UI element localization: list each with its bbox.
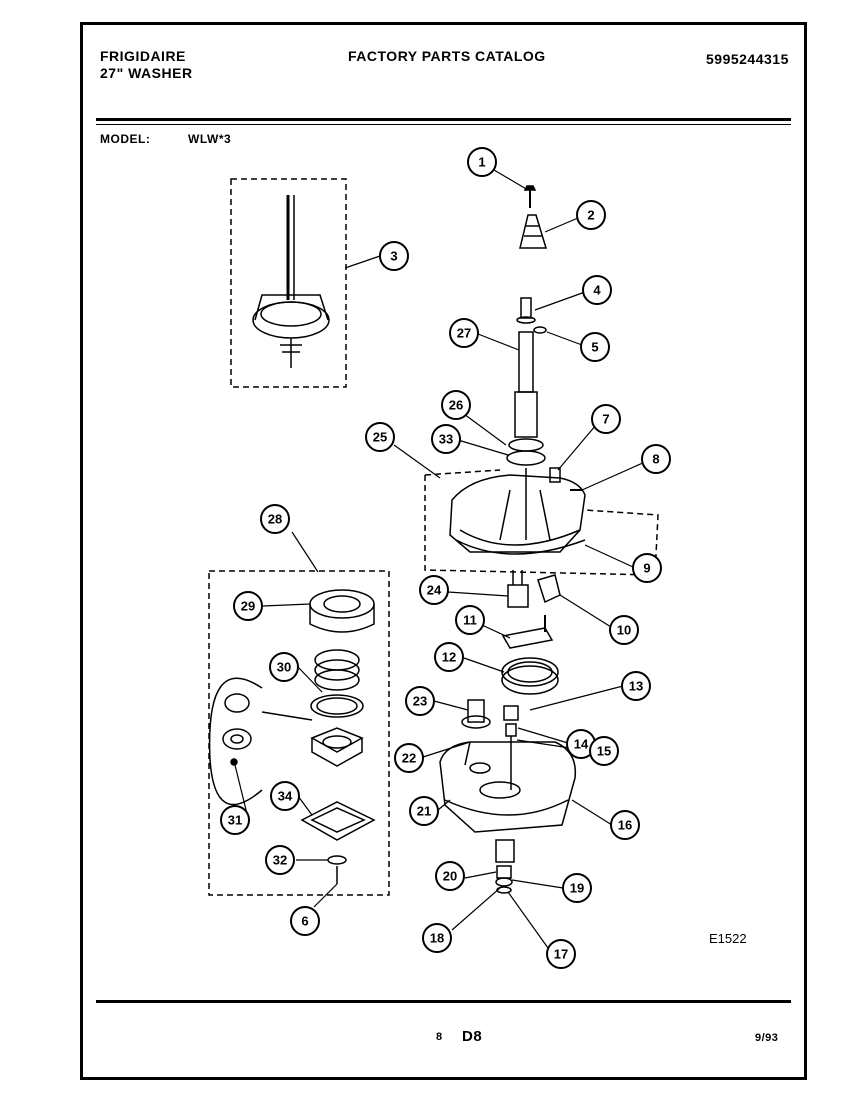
- assembly-box-28: [209, 571, 389, 895]
- part-24-pinion: [508, 585, 528, 607]
- callout-label: 33: [438, 431, 454, 447]
- model-label: MODEL:: [100, 132, 151, 146]
- catalog-title: FACTORY PARTS CATALOG: [348, 48, 546, 64]
- catalog-number: 5995244315: [706, 51, 789, 67]
- callout-label: 31: [227, 812, 243, 828]
- callout-label: 2: [587, 207, 595, 223]
- part-14-washer: [506, 724, 516, 736]
- callout-label: 14: [573, 736, 589, 752]
- callout-label: 30: [276, 659, 292, 675]
- callout-label: 7: [602, 411, 610, 427]
- callout-label: 32: [272, 852, 288, 868]
- callout-label: 5: [591, 339, 599, 355]
- callout-label: 1: [478, 154, 486, 170]
- product-name: 27" WASHER: [100, 65, 193, 81]
- callout-label: 27: [456, 325, 472, 341]
- callout-label: 23: [412, 693, 428, 709]
- part-23-pinion: [462, 700, 490, 728]
- callout-label: 11: [463, 612, 477, 628]
- brand-name: FRIGIDAIRE: [100, 48, 186, 64]
- shaft-assembly-3: [253, 195, 329, 368]
- callout-label: 28: [267, 511, 283, 527]
- callout-label: 16: [617, 817, 633, 833]
- callout-label: 3: [390, 248, 398, 264]
- callout-label: 25: [372, 429, 388, 445]
- gearcase-16: [440, 742, 575, 832]
- section-code: D8: [462, 1028, 483, 1045]
- lower-shaft: [496, 840, 514, 893]
- callout-label: 29: [240, 598, 256, 614]
- catalog-date: 9/93: [755, 1032, 779, 1044]
- part-5-ring: [534, 327, 546, 333]
- seal-kit: [302, 590, 374, 884]
- callout-label: 9: [643, 560, 651, 576]
- callout-label: 15: [596, 743, 612, 759]
- callout-label: 21: [416, 803, 432, 819]
- callout-label: 8: [652, 451, 660, 467]
- part-2-cone: [520, 215, 546, 248]
- diagram-id: E1522: [709, 931, 747, 946]
- assembly-box-25: [425, 475, 658, 575]
- model-value: WLW*3: [188, 132, 232, 146]
- callout-label: 4: [593, 282, 601, 298]
- callout-label: 19: [569, 880, 585, 896]
- transmission-cover: [450, 468, 585, 554]
- callout-label: 20: [442, 868, 458, 884]
- callout-label: 24: [426, 582, 442, 598]
- callout-label: 26: [448, 397, 464, 413]
- callout-label: 13: [628, 678, 644, 694]
- part-13-bearing: [504, 706, 518, 720]
- part-12-gear: [502, 658, 558, 694]
- central-shaft: [507, 298, 545, 465]
- callout-label: 10: [616, 622, 632, 638]
- callout-label: 22: [401, 750, 417, 766]
- callout-label: 17: [553, 946, 569, 962]
- callout-label: 6: [301, 913, 309, 929]
- page-number: 8: [436, 1031, 443, 1043]
- footer-rule: [96, 1000, 791, 1003]
- callout-label: 34: [277, 788, 293, 804]
- callout-label: 18: [429, 930, 445, 946]
- callout-label: 12: [441, 649, 457, 665]
- detail-arc-31: [210, 678, 262, 804]
- part-10-cam: [538, 575, 560, 602]
